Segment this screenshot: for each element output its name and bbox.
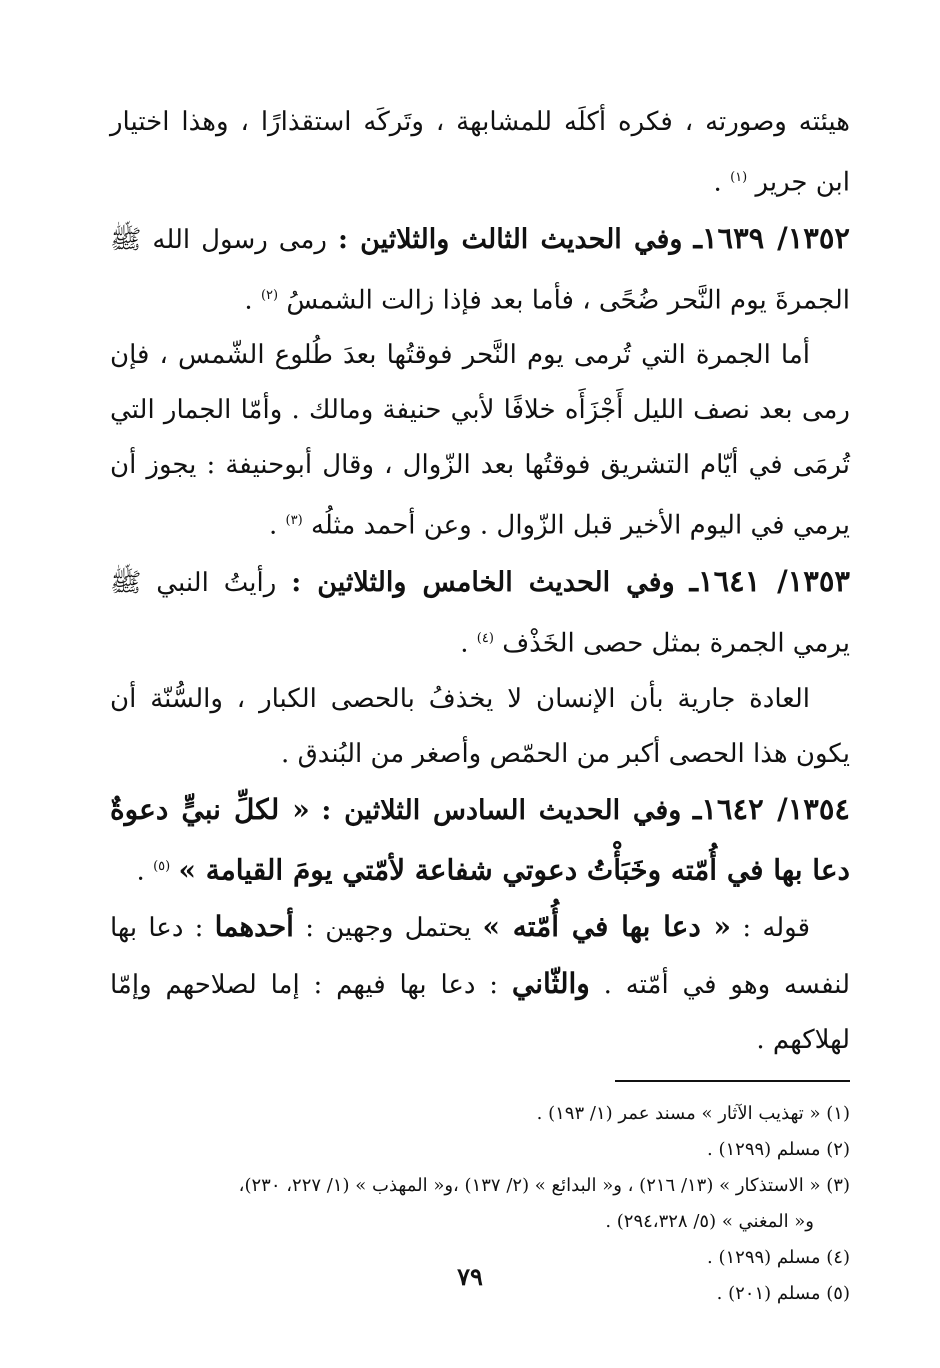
- page-body: [110, 95, 850, 1312]
- hadith-title: وفي الحديث الخامس والثلاثين :: [291, 566, 675, 598]
- paragraph-end: .: [460, 628, 469, 659]
- hadith-heading-1: [110, 211, 850, 329]
- paragraph-text: قوله :: [742, 913, 811, 944]
- paragraph-text: أما الجمرة التي تُرمى يوم النَّحر فوقتُها بعدَ طُلوع الشّمس ، فإن رمى بعد نصف الليل أَجْزَأَه خلافًا لأبي حنيفة ومالك . وأمّا الجمار التي تُرمَى في أيّام التشريق فوقتُها بعد الزّوال ، وقال أبوحنيفة : يجوز أن يرمي في اليوم الأخير قبل الزّوال . وعن أحمد مثلُه: [110, 340, 850, 541]
- hadith-number: ١٣٥٤/ ١٦٤٢ـ: [692, 791, 850, 826]
- hadith-heading-2: [110, 554, 850, 672]
- commentary-2: [110, 672, 850, 782]
- paragraph-end: .: [136, 856, 145, 887]
- footnote-5: (٥) مسلم (٢٠١) .: [716, 1283, 850, 1305]
- paragraph-text: يحتمل وجهين :: [305, 913, 472, 944]
- hadith-heading-3: [110, 782, 850, 900]
- footnote-separator: [615, 1080, 850, 1082]
- hadith-text: « لكلِّ نبيٍّ دعوةٌ دعا بها في أُمّته وخَبَأْتُ دعوتي شفاعة لأمّتي يومَ القيامة »: [110, 792, 850, 887]
- footnote-ref: (٣): [285, 513, 303, 529]
- paragraph-text: العادة جارية بأن الإنسان لا يخذفُ بالحصى الكبار ، والسُّنّة أن يكون هذا الحصى أكبر من الحمّص وأصغر من البُندق .: [110, 683, 850, 769]
- paragraph-end: .: [713, 167, 722, 198]
- hadith-text: رمى رسول الله ﷺ الجمرةَ يوم النَّحر ضُحًى ، فأما بعد فإذا زالت الشمسُ: [110, 224, 850, 316]
- hadith-number: ١٣٥٣/ ١٦٤١ـ: [689, 563, 850, 598]
- quoted-phrase: « دعا بها في أُمّته »: [482, 910, 732, 944]
- page-number: ٧٩: [457, 1262, 483, 1291]
- second-meaning-label: والثّاني: [511, 967, 590, 1001]
- commentary-3: [110, 899, 850, 1068]
- first-meaning-label: أحدهما: [214, 910, 294, 944]
- paragraph-text: : دعا بها لنفسه وهو في أمّته .: [110, 913, 850, 1001]
- hadith-text: رأيتُ النبي ﷺ يرمي الجمرة بمثل حصى الخَذْف: [110, 567, 850, 659]
- paragraph-text: هيئته وصورته ، فكره أكلَه للمشابهة ، وتَركَه استقذارًا ، وهذا اختيار ابن جرير: [110, 107, 850, 198]
- hadith-title: وفي الحديث السادس الثلاثين :: [321, 794, 682, 826]
- paragraph-intro: [110, 95, 850, 211]
- footnote-3-continued: و« المغني » (٥/ ٢٩٤،٣٢٨) .: [605, 1211, 814, 1233]
- footnote-4: (٤) مسلم (١٢٩٩) .: [707, 1247, 850, 1269]
- footnote-ref: (٥): [153, 858, 171, 874]
- paragraph-end: .: [244, 285, 253, 316]
- footnote-2: (٢) مسلم (١٢٩٩) .: [707, 1139, 850, 1161]
- hadith-number: ١٣٥٢/ ١٦٣٩ـ: [693, 220, 850, 255]
- paragraph-end: .: [269, 510, 278, 541]
- footnote-1: (١) « تهذيب الآثار » مسند عمر (١/ ١٩٣) .: [536, 1103, 850, 1125]
- footnote-3: (٣) « الاستذكار » (١٣/ ٢١٦) ، و« البدائع » (٢/ ١٣٧) ،و« المهذب » (١/ ٢٢٧، ٢٣٠)،: [238, 1175, 850, 1197]
- paragraph-text: : دعا بها فيهم : إما لصلاحهم وإمّا لهلاكهم .: [110, 970, 850, 1056]
- hadith-title: وفي الحديث الثالث والثلاثين :: [337, 223, 683, 255]
- footnote-ref: (١): [730, 170, 748, 185]
- commentary-1: [110, 328, 850, 554]
- footnote-ref: (٤): [476, 630, 494, 646]
- footnote-ref: (٢): [260, 287, 279, 303]
